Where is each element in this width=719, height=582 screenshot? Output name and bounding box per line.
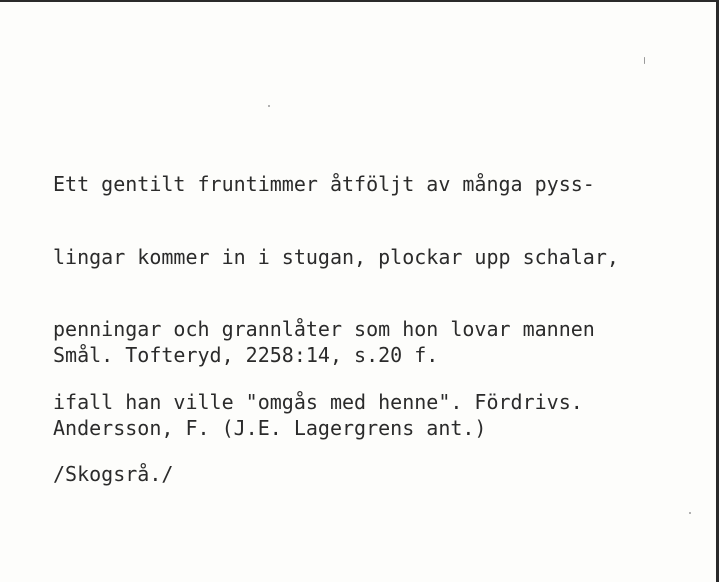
ink-speck [268, 105, 270, 107]
ink-speck [689, 512, 691, 514]
source-reference [53, 295, 486, 488]
description-line: ifall han ville "omgås med henne". Fördrivs. [53, 389, 583, 414]
ink-speck [644, 57, 645, 64]
description-line: /Skogsrå./ [53, 462, 174, 486]
description-line: Ett gentilt fruntimmer åtföljt av många pyss- [53, 172, 595, 196]
description-line: penningar och grannlåter som hon lovar mannen [53, 317, 595, 341]
source-line: Andersson, F. (J.E. Lagergrens ant.) [53, 415, 487, 440]
source-line: Smål. Tofteryd, 2258:14, s.20 f. [53, 343, 439, 367]
description-line: lingar kommer in i stugan, plockar upp schalar, [53, 244, 619, 269]
